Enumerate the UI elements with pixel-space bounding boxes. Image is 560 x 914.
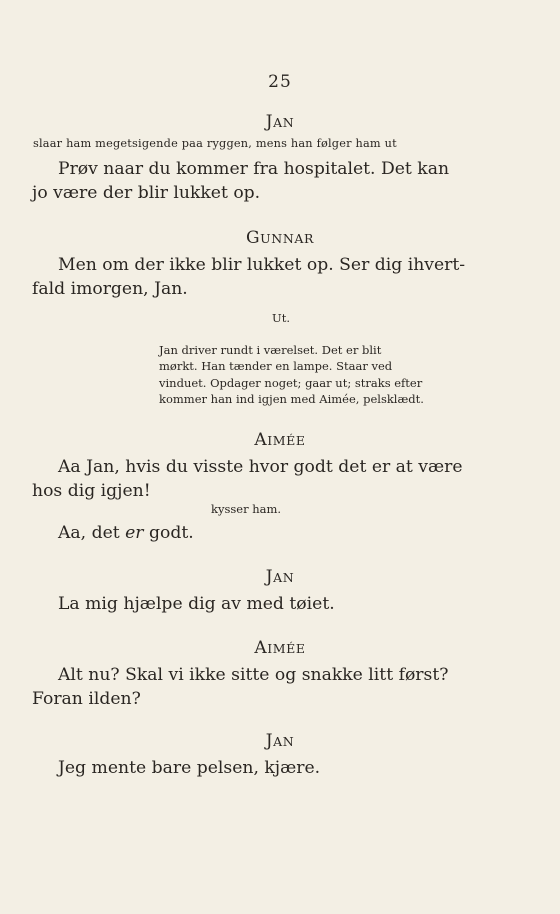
dialogue-line: Jeg mente bare pelsen, kjære. — [58, 758, 321, 778]
page-number: 25 — [268, 72, 292, 92]
dialogue-line: jo være der blir lukket op. — [32, 183, 261, 203]
dialogue-line: Men om der ikke blir lukket op. Ser dig ihvert- — [58, 255, 466, 275]
stage-direction: kysser ham. — [211, 502, 282, 516]
dialogue-line: Alt nu? Skal vi ikke sitte og snakke litt først? — [58, 665, 449, 685]
stage-direction-line: kommer han ind igjen med Aimée, pelsklædt. — [159, 391, 424, 406]
stage-direction-line: mørkt. Han tænder en lampe. Staar ved — [159, 359, 393, 374]
exit-direction: Ut. — [272, 311, 290, 325]
stage-direction: slaar ham megetsigende paa ryggen, mens han følger ham ut — [33, 137, 397, 150]
stage-direction-line: Jan driver rundt i værelset. Det er blit — [159, 343, 382, 357]
dialogue-line: La mig hjælpe dig av med tøiet. — [58, 594, 335, 614]
dialogue-line: hos dig igjen! — [32, 481, 151, 501]
speaker-name: JAN — [265, 731, 295, 751]
dialogue-line: fald imorgen, Jan. — [32, 279, 188, 299]
speaker-name: GUNNAR — [245, 228, 315, 248]
dialogue-line: Aa, det er godt. — [58, 523, 194, 543]
stage-direction-line: vinduet. Opdager noget; gaar ut; straks efter — [159, 375, 423, 390]
speaker-name: AIMÉE — [254, 638, 306, 658]
dialogue-line: Foran ilden? — [32, 689, 141, 709]
speaker-name: JAN — [265, 112, 295, 132]
speaker-name: AIMÉE — [254, 430, 306, 450]
stage-direction-block — [159, 342, 424, 407]
speaker-name: JAN — [265, 567, 295, 587]
dialogue-line: Prøv naar du kommer fra hospitalet. Det kan — [58, 159, 450, 179]
dialogue-line: Aa Jan, hvis du visste hvor godt det er at være — [58, 457, 463, 477]
